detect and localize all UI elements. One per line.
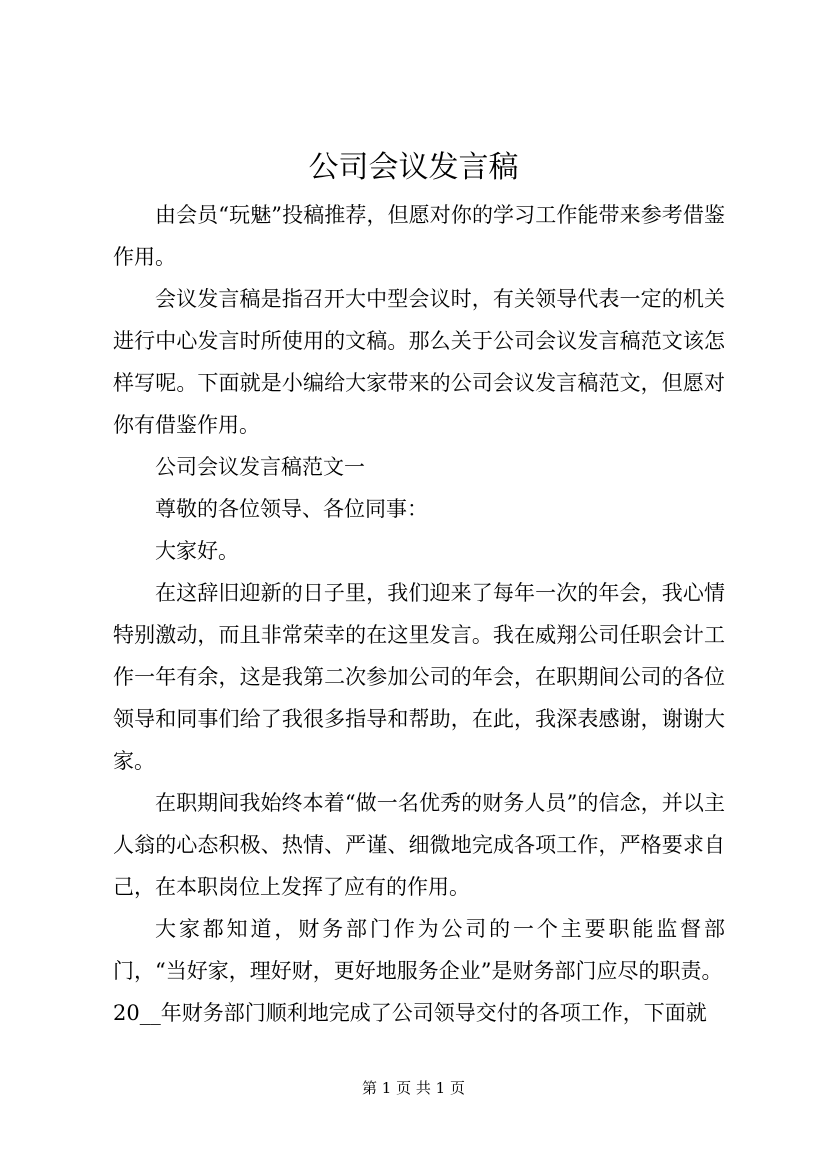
- paragraph-definition: 会议发言稿是指召开大中型会议时，有关领导代表一定的机关进行中心发言时所使用的文稿。那么关于公司会议发言稿范文该怎样写呢。下面就是小编给大家带来的公司会议发言稿范文，但愿对你有借鉴作用。: [113, 287, 725, 437]
- paragraph-salutation: 尊敬的各位领导、各位同事：: [155, 497, 428, 521]
- paragraph-annual-meeting: 在这辞旧迎新的日子里，我们迎来了每年一次的年会，我心情特别激动，而且非常荣幸的在这里发言。我在威翔公司任职会计工作一年有余，这是我第二次参加公司的年会，在职期间公司的各位领导和同事们给了我很多指导和帮助，在此，我深表感谢，谢谢大家。: [113, 581, 725, 773]
- paragraph-greeting: 大家好。: [155, 539, 239, 563]
- document-title: 公司会议发言稿: [308, 150, 519, 185]
- paragraph-work-attitude: 在职期间我始终本着“做一名优秀的财务人员”的信念，并以主人翁的心态积极、热情、严谨、细微地完成各项工作，严格要求自己，在本职岗位上发挥了应有的作用。: [113, 791, 725, 899]
- document-body: [113, 194, 725, 1034]
- paragraph-intro: 由会员“玩魅”投稿推荐，但愿对你的学习工作能带来参考借鉴作用。: [113, 203, 725, 269]
- paragraph-sample-heading: 公司会议发言稿范文一: [155, 455, 365, 479]
- page-footer: 第 1 页 共 1 页: [362, 1079, 465, 1097]
- paragraph-year-summary: 20__年财务部门顺利地完成了公司领导交付的各项工作，下面就: [113, 1001, 707, 1025]
- paragraph-finance-duty: 大家都知道，财务部门作为公司的一个主要职能监督部门，“当好家，理好财，更好地服务企业”是财务部门应尽的职责。: [113, 917, 725, 983]
